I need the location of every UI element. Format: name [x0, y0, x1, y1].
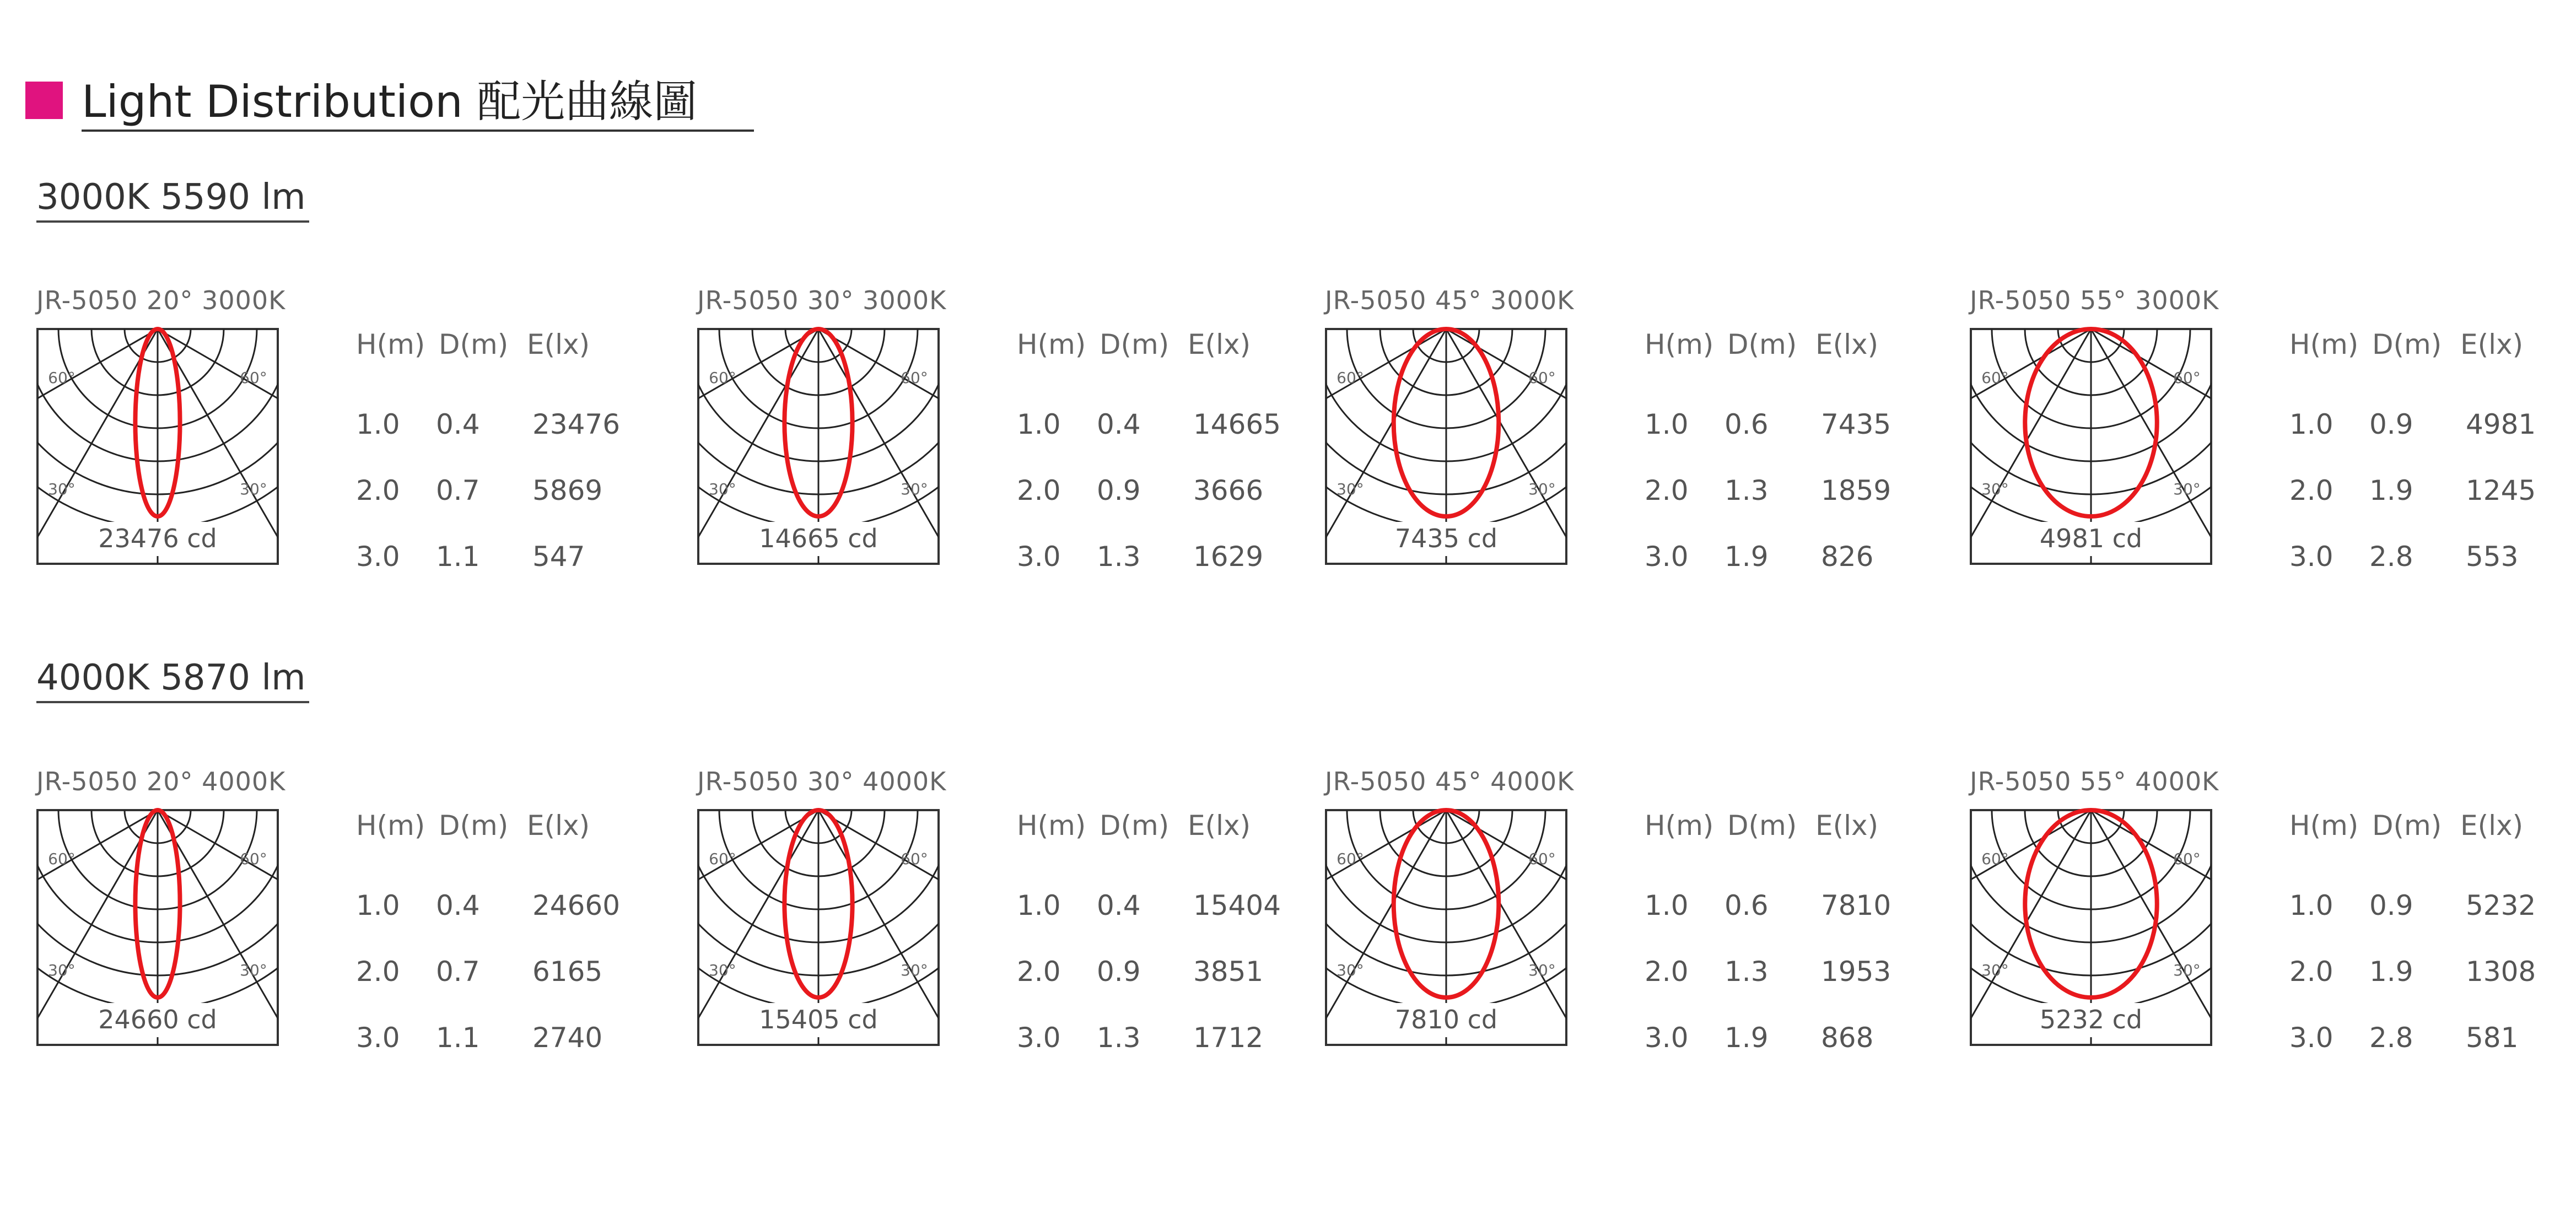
col-header-e: E(lx)	[1815, 328, 1879, 360]
cell-h: 3.0	[1017, 1022, 1061, 1054]
cell-e: 1245	[2466, 474, 2536, 506]
col-header-e: E(lx)	[1188, 810, 1251, 842]
cell-d: 0.9	[2369, 408, 2413, 440]
cell-e: 1308	[2466, 956, 2536, 988]
cell-h: 1.0	[1017, 889, 1061, 921]
card-title: JR-5050 30° 4000K	[697, 767, 947, 796]
card-title: JR-5050 45° 3000K	[1325, 285, 1575, 315]
angle-label: 30°	[709, 480, 736, 498]
col-header-e: E(lx)	[2460, 328, 2524, 360]
angle-label: 30°	[240, 480, 267, 498]
cell-e: 2740	[532, 1022, 603, 1054]
cell-d: 2.8	[2369, 1022, 2413, 1054]
section-title-3000k: 3000K 5590 lm	[36, 177, 306, 218]
cell-d: 1.9	[1724, 541, 1769, 573]
angle-label: 60°	[2173, 850, 2201, 868]
cell-d: 0.6	[1724, 408, 1769, 440]
col-header-d: D(m)	[2372, 810, 2442, 842]
cell-e: 826	[1821, 541, 1874, 573]
peak-intensity-label: 14665 cd	[759, 524, 878, 553]
cell-h: 3.0	[356, 1022, 400, 1054]
cell-h: 2.0	[2289, 956, 2334, 988]
cell-e: 1953	[1821, 956, 1891, 988]
cell-d: 1.9	[1724, 1022, 1769, 1054]
angle-label: 60°	[1336, 369, 1364, 387]
cell-e: 1629	[1193, 541, 1264, 573]
col-header-d: D(m)	[1100, 810, 1170, 842]
card-title: JR-5050 55° 3000K	[1970, 285, 2219, 315]
cell-d: 1.3	[1724, 474, 1769, 506]
cell-h: 2.0	[1645, 474, 1689, 506]
cell-e: 581	[2466, 1022, 2519, 1054]
distribution-card	[1325, 284, 1931, 614]
cell-h: 3.0	[1645, 1022, 1689, 1054]
cell-d: 0.7	[436, 956, 480, 988]
cell-e: 7810	[1821, 889, 1891, 921]
cell-h: 2.0	[356, 956, 400, 988]
col-header-e: E(lx)	[1188, 328, 1251, 360]
distribution-card	[697, 765, 1303, 1096]
section-underline-3000k	[36, 220, 309, 223]
col-header-d: D(m)	[1727, 328, 1797, 360]
angle-label: 30°	[2173, 480, 2201, 498]
polar-diagram	[1325, 809, 1567, 1046]
cell-e: 5869	[532, 474, 603, 506]
grid-radial	[0, 810, 158, 1144]
header-accent-square	[25, 82, 63, 119]
angle-label: 30°	[48, 480, 76, 498]
polar-diagram-svg	[697, 809, 940, 1046]
col-header-e: E(lx)	[527, 810, 590, 842]
peak-intensity-label: 24660 cd	[98, 1005, 217, 1034]
angle-label: 60°	[2173, 369, 2201, 387]
angle-label: 30°	[2173, 961, 2201, 979]
angle-label: 30°	[48, 961, 76, 979]
cell-e: 553	[2466, 541, 2519, 573]
cell-e: 1712	[1193, 1022, 1264, 1054]
peak-intensity-label: 4981 cd	[2039, 524, 2143, 553]
header-underline	[82, 130, 754, 132]
peak-intensity-label: 7810 cd	[1394, 1005, 1498, 1034]
polar-diagram	[1325, 328, 1567, 565]
card-title: JR-5050 55° 4000K	[1970, 767, 2219, 796]
angle-label: 30°	[1981, 480, 2009, 498]
cell-h: 2.0	[1645, 956, 1689, 988]
angle-label: 30°	[1981, 961, 2009, 979]
distribution-card	[36, 765, 643, 1096]
polar-diagram-svg	[1970, 809, 2212, 1046]
angle-label: 60°	[1336, 850, 1364, 868]
cell-h: 2.0	[1017, 956, 1061, 988]
cell-h: 3.0	[2289, 541, 2334, 573]
polar-diagram-svg	[1325, 809, 1567, 1046]
illuminance-table	[317, 809, 626, 1052]
col-header-d: D(m)	[439, 328, 509, 360]
cell-d: 1.1	[436, 541, 480, 573]
illuminance-table	[1606, 328, 1915, 573]
cell-d: 1.9	[2369, 474, 2413, 506]
cell-d: 1.1	[436, 1022, 480, 1054]
polar-diagram	[697, 328, 940, 565]
angle-label: 60°	[240, 369, 267, 387]
polar-diagram-svg	[1325, 328, 1567, 565]
angle-label: 60°	[901, 369, 928, 387]
col-header-h: H(m)	[1017, 810, 1086, 842]
polar-diagram	[1970, 328, 2212, 565]
angle-label: 30°	[901, 961, 928, 979]
distribution-card	[1970, 284, 2576, 614]
illuminance-table	[978, 328, 1287, 573]
cell-e: 6165	[532, 956, 603, 988]
illuminance-table	[2251, 328, 2559, 573]
cell-h: 2.0	[2289, 474, 2334, 506]
angle-label: 30°	[1336, 480, 1364, 498]
cell-e: 1859	[1821, 474, 1891, 506]
angle-label: 60°	[240, 850, 267, 868]
cell-d: 0.4	[436, 408, 480, 440]
cell-e: 3666	[1193, 474, 1264, 506]
angle-label: 60°	[1981, 369, 2009, 387]
col-header-e: E(lx)	[527, 328, 590, 360]
col-header-h: H(m)	[356, 810, 425, 842]
section-underline-4000k	[36, 701, 309, 703]
distribution-card	[1325, 765, 1931, 1096]
illuminance-table	[1606, 809, 1915, 1052]
col-header-d: D(m)	[439, 810, 509, 842]
polar-diagram	[36, 809, 279, 1046]
col-header-h: H(m)	[356, 328, 425, 360]
cell-h: 1.0	[2289, 408, 2334, 440]
cell-h: 1.0	[356, 408, 400, 440]
distribution-card	[1970, 765, 2576, 1096]
cell-e: 23476	[532, 408, 621, 440]
distribution-card	[36, 284, 643, 614]
angle-label: 30°	[901, 480, 928, 498]
cell-h: 1.0	[1645, 408, 1689, 440]
polar-diagram-svg	[36, 328, 279, 565]
angle-label: 30°	[240, 961, 267, 979]
angle-label: 30°	[709, 961, 736, 979]
cell-e: 868	[1821, 1022, 1874, 1054]
angle-label: 60°	[48, 369, 76, 387]
angle-label: 60°	[709, 369, 736, 387]
col-header-d: D(m)	[1100, 328, 1170, 360]
cell-d: 0.4	[1097, 889, 1141, 921]
cell-e: 3851	[1193, 956, 1264, 988]
cell-e: 14665	[1193, 408, 1281, 440]
cell-d: 0.9	[1097, 956, 1141, 988]
col-header-h: H(m)	[1645, 328, 1714, 360]
grid-radial	[0, 329, 158, 663]
polar-diagram-svg	[36, 809, 279, 1046]
cell-d: 0.9	[1097, 474, 1141, 506]
cell-d: 0.4	[436, 889, 480, 921]
cell-e: 4981	[2466, 408, 2536, 440]
cell-d: 1.3	[1097, 1022, 1141, 1054]
cell-e: 5232	[2466, 889, 2536, 921]
cell-h: 1.0	[1645, 889, 1689, 921]
angle-label: 60°	[901, 850, 928, 868]
angle-label: 60°	[709, 850, 736, 868]
page-title: Light Distribution 配光曲線圖	[82, 76, 698, 127]
cell-d: 1.3	[1724, 956, 1769, 988]
illuminance-table	[978, 809, 1287, 1052]
angle-label: 30°	[1528, 961, 1556, 979]
polar-diagram	[36, 328, 279, 565]
polar-diagram-svg	[697, 328, 940, 565]
cell-h: 2.0	[1017, 474, 1061, 506]
cell-e: 547	[532, 541, 585, 573]
col-header-h: H(m)	[2289, 328, 2359, 360]
peak-intensity-label: 7435 cd	[1394, 524, 1498, 553]
cell-d: 2.8	[2369, 541, 2413, 573]
cell-h: 1.0	[1017, 408, 1061, 440]
cell-h: 1.0	[2289, 889, 2334, 921]
angle-label: 60°	[1528, 369, 1556, 387]
cell-d: 1.9	[2369, 956, 2413, 988]
cell-h: 3.0	[1645, 541, 1689, 573]
cell-d: 0.7	[436, 474, 480, 506]
angle-label: 60°	[1981, 850, 2009, 868]
cell-e: 15404	[1193, 889, 1281, 921]
angle-label: 60°	[48, 850, 76, 868]
col-header-h: H(m)	[1645, 810, 1714, 842]
card-title: JR-5050 20° 3000K	[36, 285, 286, 315]
col-header-e: E(lx)	[1815, 810, 1879, 842]
col-header-h: H(m)	[2289, 810, 2359, 842]
card-title: JR-5050 20° 4000K	[36, 767, 286, 796]
distribution-card	[697, 284, 1303, 614]
angle-label: 60°	[1528, 850, 1556, 868]
peak-intensity-label: 5232 cd	[2039, 1005, 2143, 1034]
peak-intensity-label: 15405 cd	[759, 1005, 878, 1034]
cell-d: 0.9	[2369, 889, 2413, 921]
section-title-4000k: 4000K 5870 lm	[36, 657, 306, 698]
cell-d: 1.3	[1097, 541, 1141, 573]
col-header-h: H(m)	[1017, 328, 1086, 360]
polar-diagram	[697, 809, 940, 1046]
cell-h: 2.0	[356, 474, 400, 506]
col-header-d: D(m)	[2372, 328, 2442, 360]
polar-diagram-svg	[1970, 328, 2212, 565]
polar-diagram	[1970, 809, 2212, 1046]
cell-h: 3.0	[2289, 1022, 2334, 1054]
card-title: JR-5050 45° 4000K	[1325, 767, 1575, 796]
cell-d: 0.6	[1724, 889, 1769, 921]
illuminance-table	[2251, 809, 2559, 1052]
cell-d: 0.4	[1097, 408, 1141, 440]
cell-h: 1.0	[356, 889, 400, 921]
col-header-e: E(lx)	[2460, 810, 2524, 842]
col-header-d: D(m)	[1727, 810, 1797, 842]
cell-e: 7435	[1821, 408, 1891, 440]
peak-intensity-label: 23476 cd	[98, 524, 217, 553]
illuminance-table	[317, 328, 626, 573]
cell-h: 3.0	[1017, 541, 1061, 573]
angle-label: 30°	[1528, 480, 1556, 498]
cell-e: 24660	[532, 889, 621, 921]
cell-h: 3.0	[356, 541, 400, 573]
angle-label: 30°	[1336, 961, 1364, 979]
card-title: JR-5050 30° 3000K	[697, 285, 947, 315]
